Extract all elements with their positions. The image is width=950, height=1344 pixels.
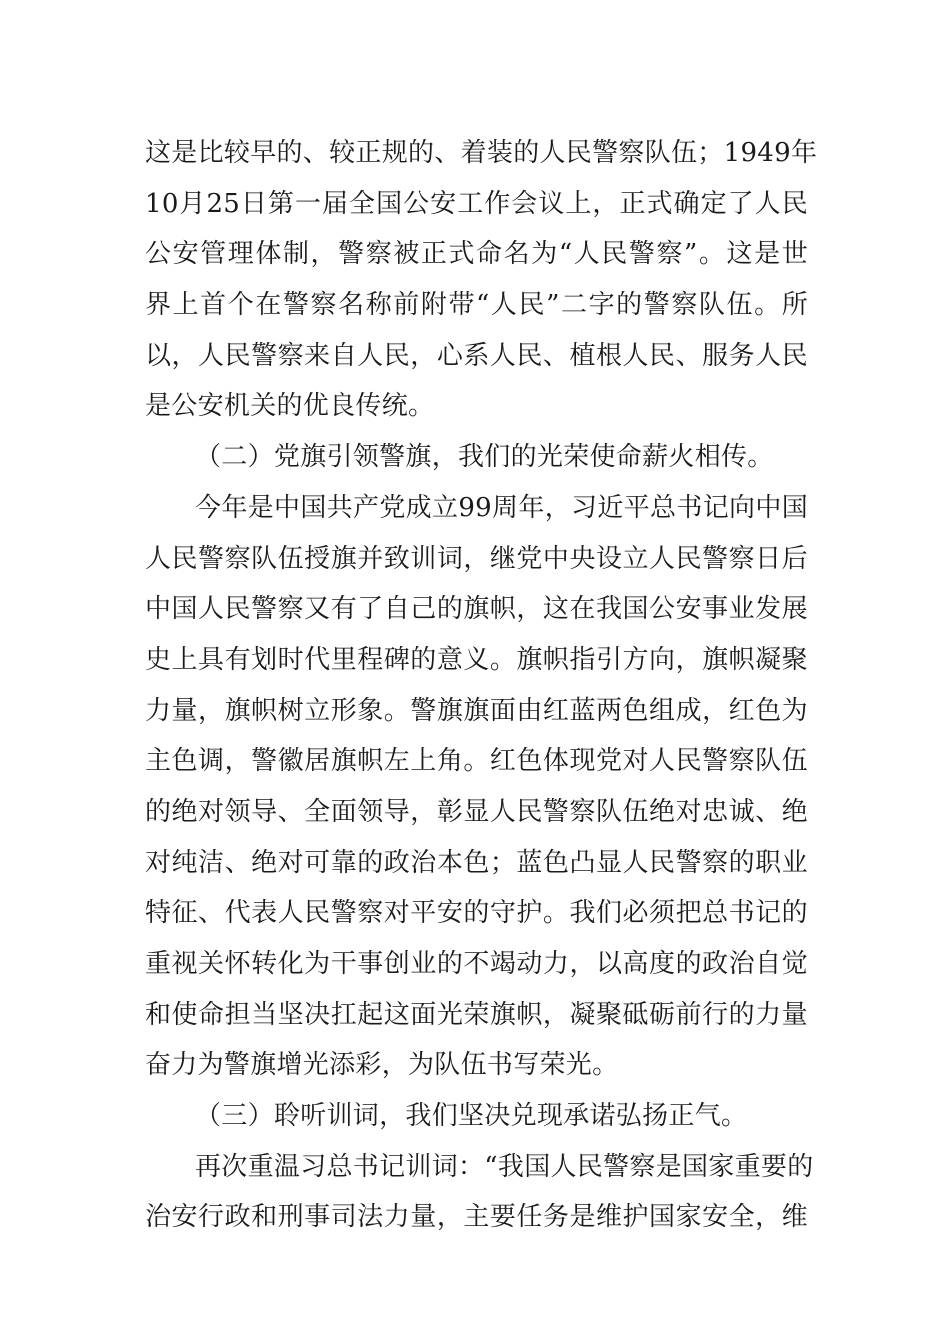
text-line: 和使命担当坚决扛起这面光荣旗帜，凝聚砥砺前行的力量 (145, 999, 808, 1030)
text-line: 重视关怀转化为干事创业的不竭动力，以高度的政治自觉 (145, 949, 808, 979)
text-line: 以，人民警察来自人民，心系人民、植根人民、服务人民 (145, 340, 808, 371)
text-line: 是公安机关的优良传统。 (145, 391, 435, 422)
text-line: 奋力为警旗增光添彩，为队伍书写荣光。 (145, 1050, 619, 1081)
text-line: 这是比较早的、较正规的、着装的人民警察队伍；1949年 (145, 138, 818, 168)
text-line: 界上首个在警察名称前附带“人民”二字的警察队伍。所 (145, 290, 808, 321)
paragraph-first-line: 今年是中国共产党成立99周年，习近平总书记向中国 (195, 492, 808, 523)
text-line: 10月25日第一届全国公安工作会议上，正式确定了人民 (145, 188, 808, 219)
text-line: 主色调，警徽居旗帜左上角。红色体现党对人民警察队伍 (145, 746, 808, 777)
text-line: 的绝对领导、全面领导，彰显人民警察队伍绝对忠诚、绝 (145, 796, 808, 827)
text-line: 史上具有划时代里程碑的意义。旗帜指引方向，旗帜凝聚 (145, 644, 808, 675)
section-heading: （二）党旗引领警旗，我们的光荣使命薪火相传。 (195, 442, 774, 473)
document-body (145, 128, 818, 1243)
text-line: 治安行政和刑事司法力量，主要任务是维护国家安全，维 (145, 1202, 808, 1233)
text-line: 人民警察队伍授旗并致训词，继党中央设立人民警察日后 (145, 543, 808, 574)
text-line: 对纯洁、绝对可靠的政治本色；蓝色凸显人民警察的职业 (145, 847, 808, 878)
text-line: 中国人民警察又有了自己的旗帜，这在我国公安事业发展 (145, 594, 808, 625)
text-line: 公安管理体制，警察被正式命名为“人民警察”。这是世 (145, 239, 808, 270)
text-line: 特征、代表人民警察对平安的守护。我们必须把总书记的 (145, 898, 808, 929)
paragraph-first-line: 再次重温习总书记训词：“我国人民警察是国家重要的 (195, 1151, 814, 1182)
text-line: 力量，旗帜树立形象。警旗旗面由红蓝两色组成，红色为 (145, 695, 808, 726)
section-heading: （三）聆听训词，我们坚决兑现承诺弘扬正气。 (195, 1101, 748, 1132)
